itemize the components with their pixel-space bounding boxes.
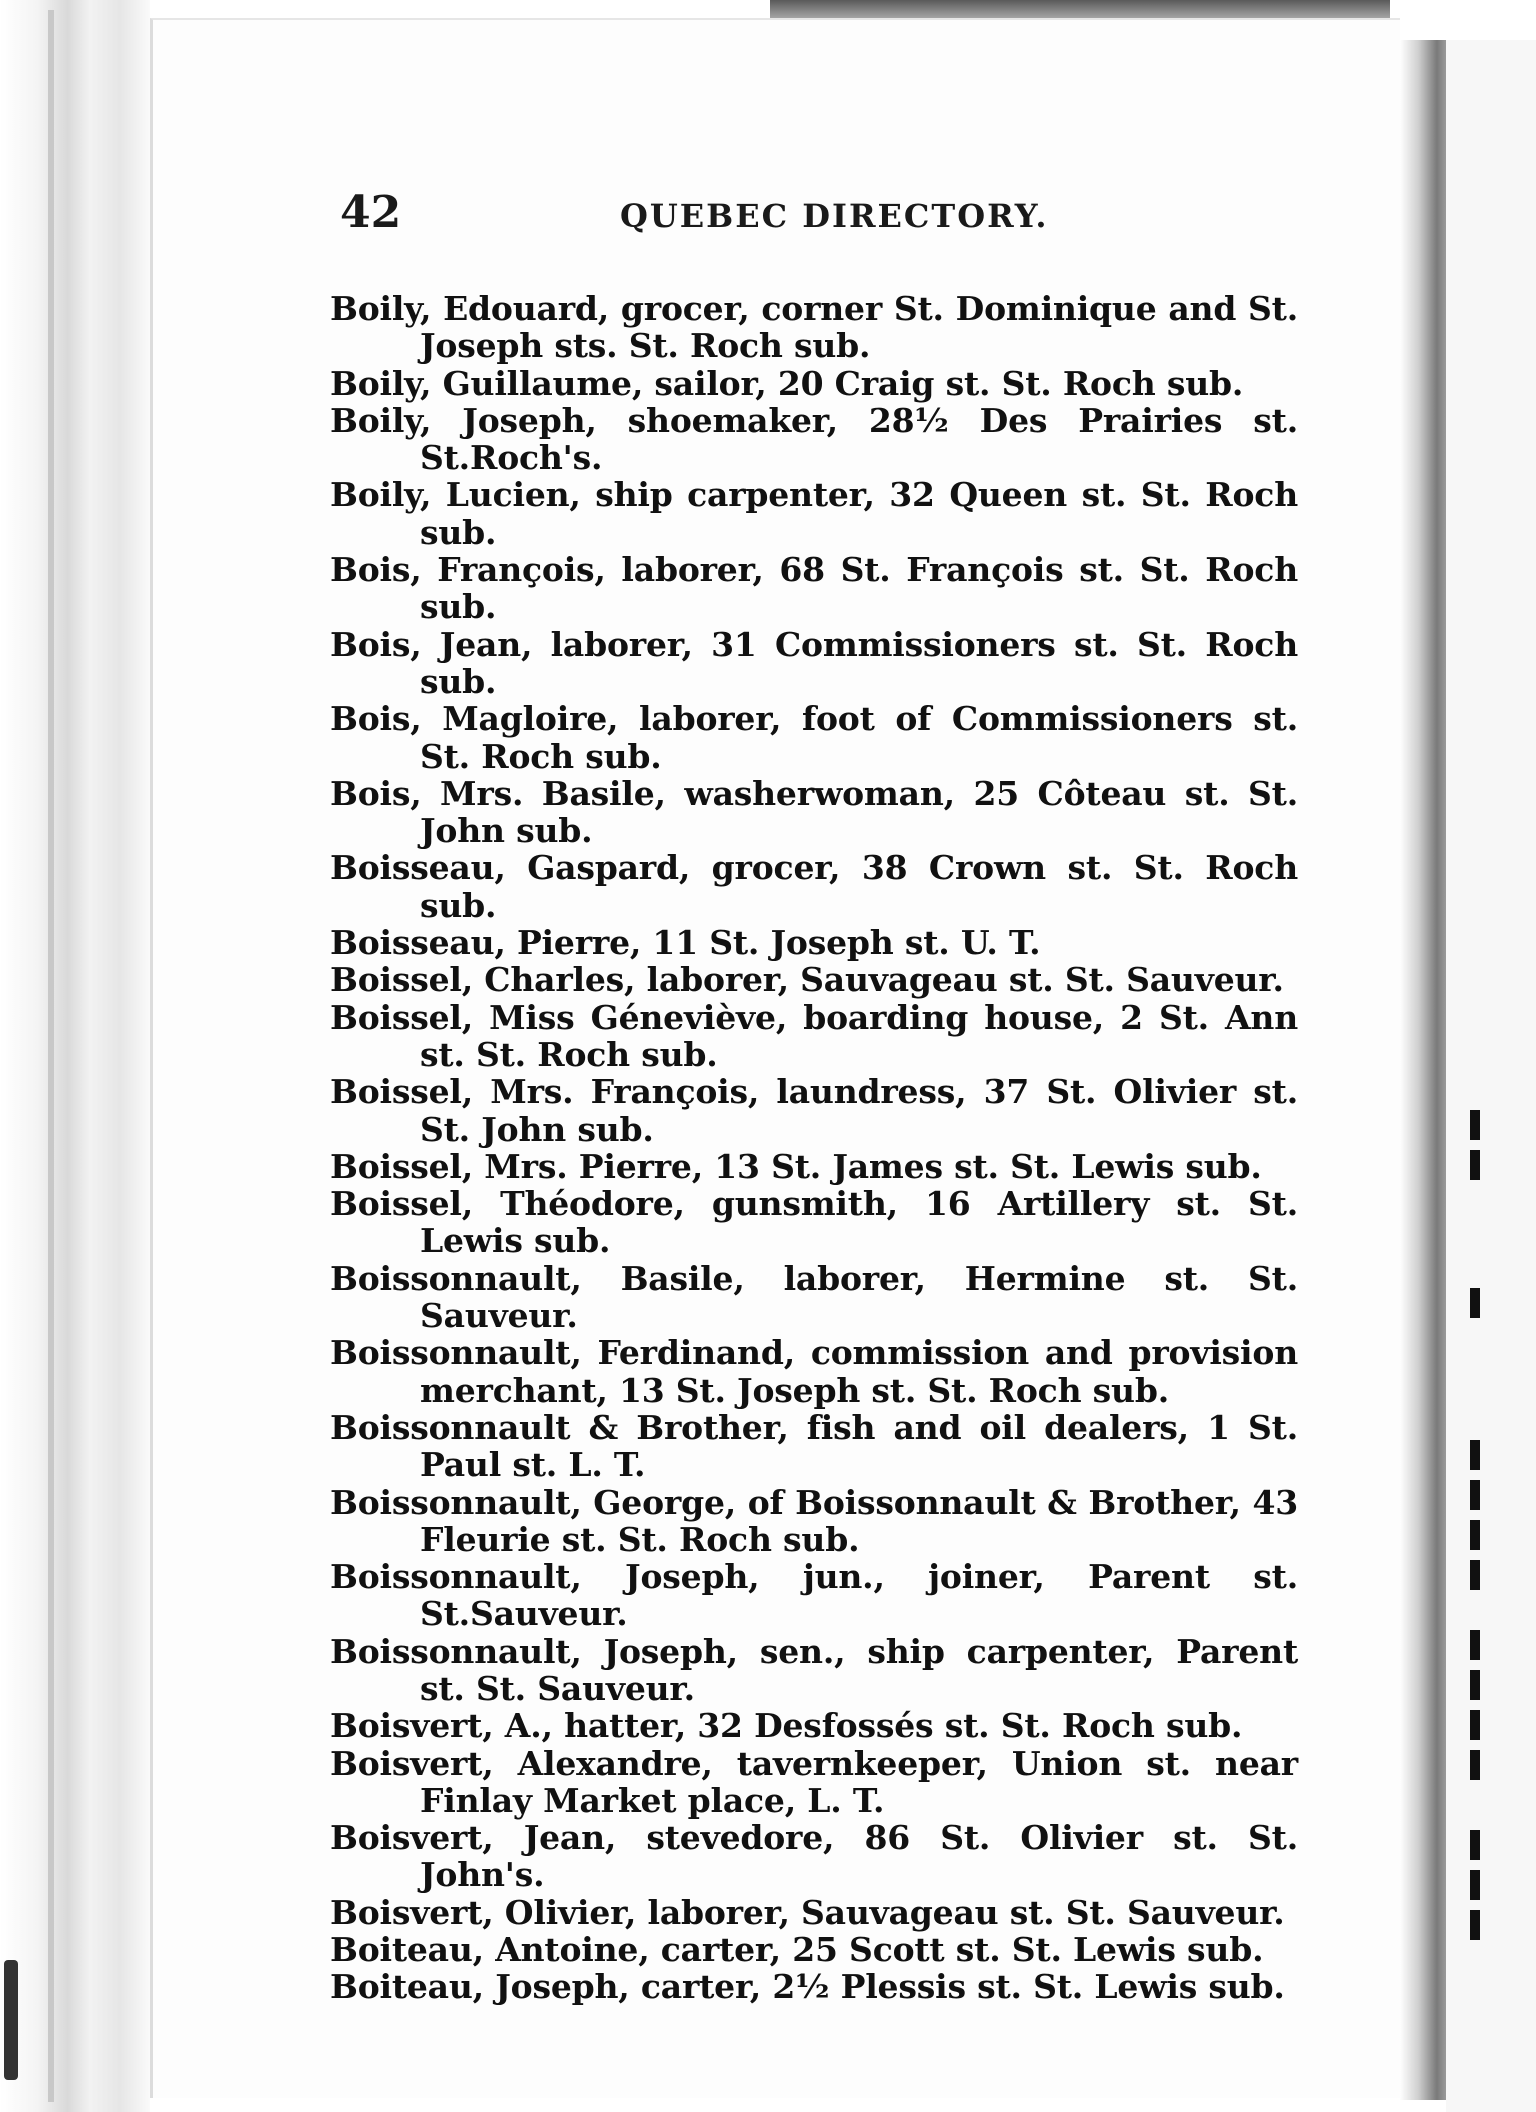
- directory-entry: Boissonnault & Brother, fish and oil dealers, 1 St. Paul st. L. T.: [330, 1407, 1298, 1485]
- directory-entry: Boily, Joseph, shoemaker, 28½ Des Prairies st. St.Roch's.: [330, 400, 1298, 478]
- adjacent-page-mark: [1470, 1560, 1480, 1590]
- directory-entry: Boiteau, Joseph, carter, 2½ Plessis st. St. Lewis sub.: [330, 1967, 1285, 2007]
- directory-entry: Boisseau, Gaspard, grocer, 38 Crown st. St. Roch sub.: [330, 848, 1298, 925]
- adjacent-page-mark: [1470, 1710, 1480, 1740]
- directory-entry: Boissel, Miss Géneviève, boarding house, 2 St. Ann st. St. Roch sub.: [330, 997, 1298, 1074]
- directory-entry: Boissonnault, Ferdinand, commission and provision merchant, 13 St. Joseph st. St. Roch sub.: [330, 1333, 1298, 1410]
- adjacent-page-mark: [1470, 1830, 1480, 1860]
- directory-entry: Boisvert, Olivier, laborer, Sauvageau st. St. Sauveur.: [330, 1892, 1285, 1932]
- adjacent-page-mark: [1470, 1870, 1480, 1900]
- directory-entry: Boisvert, Jean, stevedore, 86 St. Olivier st. St. John's.: [330, 1818, 1298, 1895]
- book-binding-edge: [0, 0, 150, 2112]
- directory-entry: Boissel, Charles, laborer, Sauvageau st. St. Sauveur.: [330, 960, 1284, 1000]
- directory-entry: Boily, Guillaume, sailor, 20 Craig st. St. Roch sub.: [330, 363, 1244, 403]
- adjacent-page-mark: [1470, 1630, 1480, 1660]
- adjacent-page-mark: [1470, 1288, 1480, 1318]
- directory-entry: Boily, Lucien, ship carpenter, 32 Queen st. St. Roch sub.: [330, 475, 1298, 552]
- adjacent-page-edge: [1446, 40, 1536, 2112]
- adjacent-page-mark: [1470, 1480, 1480, 1510]
- directory-entry: Bois, François, laborer, 68 St. François st. St. Roch sub.: [330, 550, 1298, 627]
- directory-entries: [330, 290, 1298, 2006]
- directory-entry: Boissonnault, Basile, laborer, Hermine st. St. Sauveur.: [330, 1258, 1298, 1336]
- directory-entry: Bois, Mrs. Basile, washerwoman, 25 Côteau st. St. John sub.: [330, 773, 1298, 851]
- directory-entry: Boiteau, Antoine, carter, 25 Scott st. St. Lewis sub.: [330, 1930, 1264, 1970]
- directory-entry: Boissel, Théodore, gunsmith, 16 Artillery st. St. Lewis sub.: [330, 1184, 1298, 1261]
- directory-entry: Bois, Jean, laborer, 31 Commissioners st. St. Roch sub.: [330, 624, 1298, 701]
- adjacent-page-mark: [1470, 1440, 1480, 1470]
- adjacent-page-mark: [1470, 1110, 1480, 1140]
- directory-entry: Boissel, Mrs. Pierre, 13 St. James st. St. Lewis sub.: [330, 1146, 1262, 1186]
- adjacent-page-mark: [1470, 1750, 1480, 1780]
- adjacent-page-mark: [1470, 1520, 1480, 1550]
- directory-entry: Boisvert, A., hatter, 32 Desfossés st. St. Roch sub.: [330, 1706, 1243, 1746]
- directory-entry: Boissonnault, George, of Boissonnault & Brother, 43 Fleurie st. St. Roch sub.: [330, 1482, 1298, 1559]
- adjacent-page-mark: [1470, 1910, 1480, 1940]
- directory-entry: Boisvert, Alexandre, tavernkeeper, Union st. near Finlay Market place, L. T.: [330, 1743, 1298, 1820]
- directory-entry: Boily, Edouard, grocer, corner St. Dominique and St. Joseph sts. St. Roch sub.: [330, 289, 1298, 366]
- directory-entry: Boissel, Mrs. François, laundress, 37 St. Olivier st. St. John sub.: [330, 1072, 1298, 1149]
- running-title: QUEBEC DIRECTORY.: [620, 197, 1049, 235]
- adjacent-page-mark: [1470, 1670, 1480, 1700]
- directory-entry: Bois, Magloire, laborer, foot of Commissioners st. St. Roch sub.: [330, 699, 1298, 776]
- adjacent-page-mark: [1470, 1150, 1480, 1180]
- directory-entry: Boissonnault, Joseph, sen., ship carpenter, Parent st. St. Sauveur.: [330, 1631, 1298, 1708]
- page-gutter-shadow: [1400, 40, 1446, 2100]
- directory-entry: Boisseau, Pierre, 11 St. Joseph st. U. T.: [330, 923, 1041, 963]
- directory-entry: Boissonnault, Joseph, jun., joiner, Parent st. St.Sauveur.: [330, 1557, 1298, 1634]
- page-number: 42: [340, 187, 402, 238]
- page-header: [340, 188, 1300, 238]
